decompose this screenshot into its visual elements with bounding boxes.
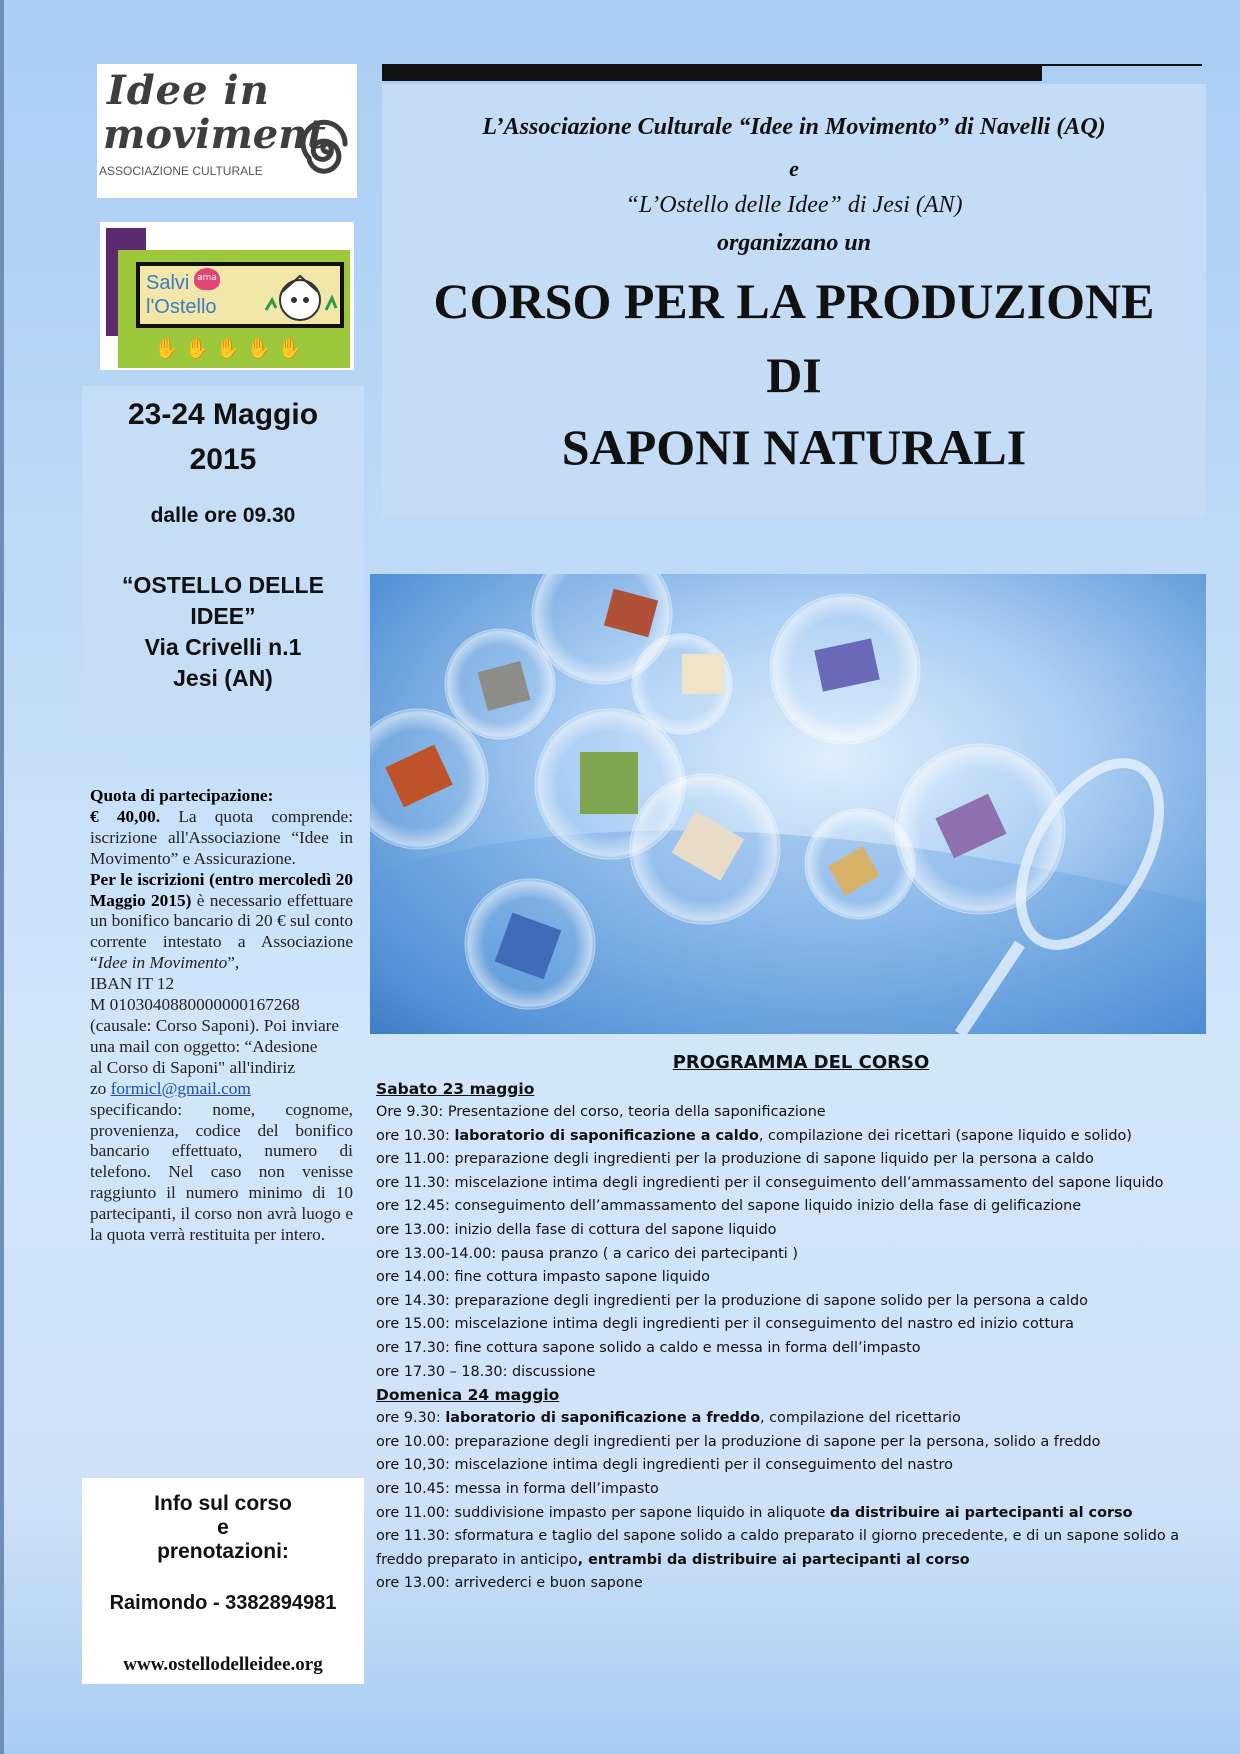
course-program [376,1050,1206,1596]
venue-city: Jesi (AN) [173,665,273,691]
schedule-item: ore 15.00: miscelazione intima degli ingredienti per il conseguimento del nastro ed inizio cottura [376,1316,1074,1333]
bubbles-illustration [370,574,1206,1034]
email-link[interactable]: formicl@gmail.com [110,1078,251,1098]
schedule-item: ore 11.00: suddivisione impasto per sapone liquido in aliquote da distribuire ai partecipanti al corso [376,1504,1133,1521]
schedule-item: ore 10.45: messa in forma dell’impasto [376,1480,659,1497]
logo-subtitle: ASSOCIAZIONE CULTURALE [99,164,263,178]
organizer-1: L’Associazione Culturale “Idee in Movimento” di Navelli (AQ) [482,114,1106,140]
venue-street: Via Crivelli n.1 [144,634,302,660]
venue-name-line1: “OSTELLO DELLE [122,572,324,598]
date-venue-box [82,386,364,733]
spiral-icon [299,118,355,182]
page-title-line3: SAPONI NATURALI [561,419,1027,475]
soap-bubbles-photo [370,574,1206,1034]
page-border [0,0,4,1754]
organize-text: organizzano un [716,230,872,256]
page-title-line1: CORSO PER LA PRODUZIONE [433,273,1155,329]
schedule-item: ore 11.00: preparazione degli ingredienti per la produzione di sapone liquido per la persona a caldo [376,1151,1094,1168]
details-text: specificando: nome, cognome, provenienza, codice del bonifico bancario effettuato, numero di telefono. Nel caso non venisse raggiunto il numero minimo di 10 partecipanti, il corso non avrà luogo e la quota verrà restituita per intero. [90,1099,353,1245]
schedule-item: ore 10.30: laboratorio di saponificazione a caldo, compilazione dei ricettari (sapone liquido e solido) [376,1127,1132,1144]
event-time: dalle ore 09.30 [150,504,296,527]
schedule-item: ore 12.45: conseguimento dell’ammassamento del sapone liquido inizio della fase di gelificazione [376,1198,1082,1215]
schedule-item: Ore 9.30: Presentazione del corso, teoria della saponificazione [376,1104,826,1120]
iban-line2: M 0103040880000000167268 [90,995,300,1015]
iban-line1: IBAN IT 12 [90,974,175,994]
logo-ostello-text: l'Ostello [146,296,217,318]
day1-heading: Sabato 23 maggio [376,1080,535,1098]
page-title-line2: DI [766,347,822,403]
schedule-item: ore 17.30: fine cottura sapone solido a caldo e messa in forma dell’impasto [376,1339,921,1356]
logo-text-line1: Idee in [107,67,270,114]
schedule-item: ore 13.00: inizio della fase di cottura del sapone liquido [376,1221,777,1238]
schedule-item: ore 10,30: miscelazione intima degli ingredienti per il conseguimento del nastro [376,1457,953,1474]
organizer-conjunction: e [789,156,799,181]
day2-heading: Domenica 24 maggio [376,1386,560,1405]
schedule-item: ore 14.00: fine cottura impasto sapone liquido [376,1269,710,1286]
logo-text-line2: moviment [103,111,326,158]
info-box [82,1478,364,1684]
iscrizioni-text: Per le iscrizioni (entro mercoledì 20 Maggio 2015) è necessario effettuare un bonifico bancario di 20 € sul conto corrente intestato a Associazione “Idee in Movimento”, [90,869,354,973]
info-title-line3: prenotazioni: [157,1540,289,1563]
schedule-item: ore 9.30: laboratorio di saponificazione a freddo, compilazione del ricettario [376,1410,961,1427]
contact-phone: Raimondo - 3382894981 [109,1592,337,1614]
event-venue [82,570,364,694]
oggetto-text: al Corso di Saponi" all'indiriz [90,1057,296,1077]
house-drawing-icon [260,270,340,326]
website-link[interactable]: www.ostellodelleidee.org [123,1654,323,1675]
schedule-item: ore 14.30: preparazione degli ingredienti per la produzione di sapone solido per la persona a caldo [376,1292,1088,1309]
header-block [382,84,1206,516]
organizer-2: “L’Ostello delle Idee” di Jesi (AN) [625,192,963,218]
event-date: 23-24 Maggio [127,398,319,431]
colored-hands-icon: ✋✋✋✋✋ [154,336,309,360]
day2-schedule [376,1407,1206,1596]
day1-schedule [376,1101,1206,1384]
causale-text: (causale: Corso Saponi). Poi inviare una mail con oggetto: “Adesione [90,1015,340,1056]
info-title-line2: e [217,1516,229,1539]
idee-in-movimento-logo [97,64,357,198]
program-title: PROGRAMMA DEL CORSO [672,1052,930,1073]
email-line: zo formicl@gmail.com [90,1078,251,1098]
schedule-item: ore 13.00-14.00: pausa pranzo ( a carico dei partecipanti ) [376,1245,798,1262]
quota-price-text: € 40,00. La quota comprende: iscrizione all'Associazione “Idee in Movimento” e Assicurazione. [90,806,353,868]
venue-name-line2: IDEE” [190,603,256,629]
info-title-line1: Info sul corso [154,1492,292,1515]
salviamo-ostello-logo [100,222,354,370]
logo-salvi-text: Salvi [146,272,190,294]
heart-icon: ama [194,268,220,290]
schedule-item: ore 13.00: arrivederci e buon sapone [376,1575,643,1592]
schedule-item: ore 10.00: preparazione degli ingredienti per la produzione di sapone per la persona, solido a freddo [376,1433,1101,1450]
header-bar [382,64,1042,81]
schedule-item: ore 11.30: sformatura e taglio del sapone solido a caldo preparato il giorno precedente, e di un sapone solido a freddo preparato in anticipo, entrambi da distribuire ai partecipanti al corso [376,1528,1180,1568]
quota-heading: Quota di partecipazione: [90,786,274,805]
event-year: 2015 [189,443,257,476]
schedule-item: ore 11.30: miscelazione intima degli ingredienti per il conseguimento dell’ammassamento del sapone liquido [376,1174,1164,1191]
registration-info [90,786,353,1246]
schedule-item: ore 17.30 – 18.30: discussione [376,1363,596,1380]
